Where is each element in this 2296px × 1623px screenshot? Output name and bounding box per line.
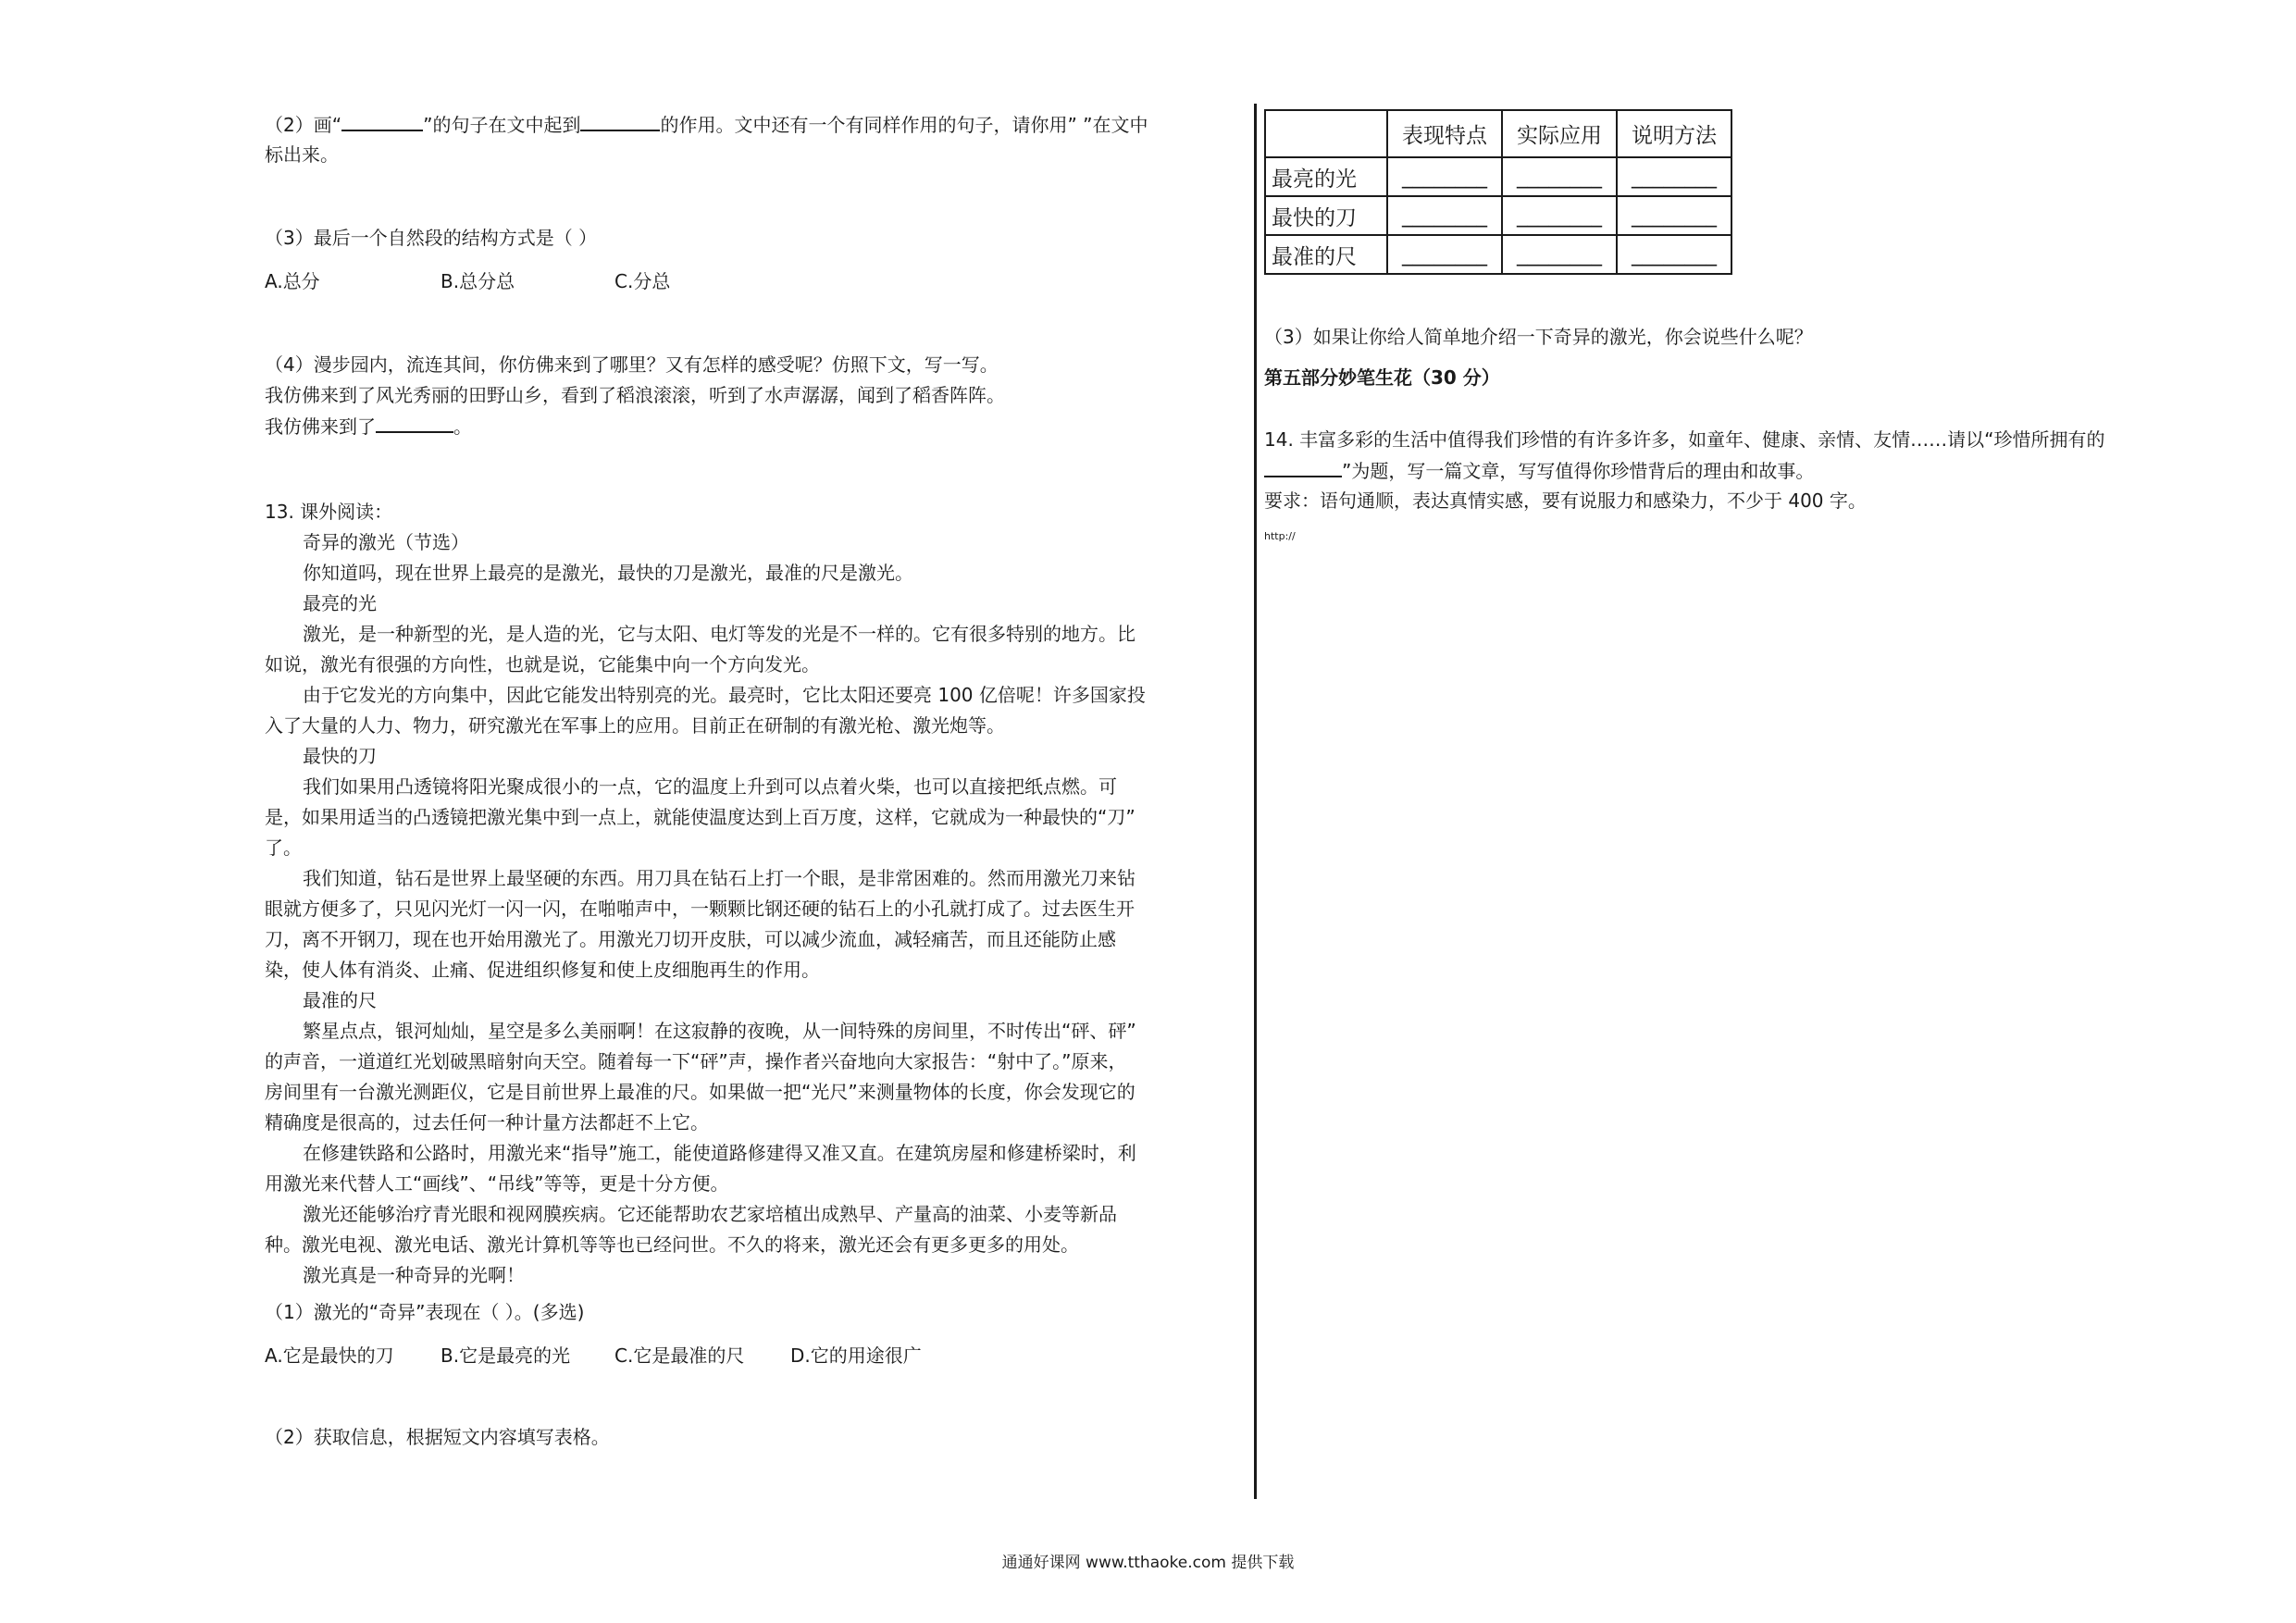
q3-option-c[interactable]: C.分总 bbox=[614, 270, 671, 292]
table-cell-input[interactable]: ________ bbox=[1617, 157, 1731, 196]
table-cell-input[interactable]: ________ bbox=[1387, 235, 1502, 274]
q2-text-b: ”的句子在文中起到 bbox=[423, 114, 581, 136]
q4-answer-blank[interactable] bbox=[376, 411, 453, 433]
table-header-application: 实际应用 bbox=[1502, 110, 1617, 157]
table-cell-input[interactable]: ________ bbox=[1617, 196, 1731, 235]
q4-line1: （4）漫步园内，流连其间，你仿佛来到了哪里？又有怎样的感受呢？仿照下文，写一写。 bbox=[265, 353, 999, 376]
q14-line1: 14. 丰富多彩的生活中值得我们珍惜的有许多许多，如童年、健康、亲情、友情……请以“珍惜所拥有的 bbox=[1264, 428, 2105, 451]
q13-title: 13. 课外阅读： bbox=[265, 501, 393, 523]
http-note: http:// bbox=[1264, 530, 1296, 542]
q2-line1 bbox=[265, 109, 1148, 140]
q13-1-option-c[interactable]: C.它是最准的尺 bbox=[614, 1344, 745, 1367]
q3-options bbox=[265, 266, 670, 296]
table-row-label: 最准的尺 bbox=[1265, 235, 1387, 274]
q14-line2 bbox=[1264, 455, 1814, 486]
q2-text-a: （2）画“ bbox=[265, 114, 342, 136]
table-row bbox=[1265, 235, 1731, 274]
column-divider bbox=[1254, 104, 1257, 1499]
passage-line: 种。激光电视、激光电话、激光计算机等等也已经问世。不久的将来，激光还会有更多更多的用处。 bbox=[265, 1233, 1079, 1256]
section5-heading: 第五部分妙笔生花（30 分） bbox=[1264, 366, 1500, 389]
table-cell-input[interactable]: ________ bbox=[1502, 235, 1617, 274]
passage-line: 房间里有一台激光测距仪，它是目前世界上最准的尺。如果做一把“光尺”来测量物体的长度，你会发现它的 bbox=[265, 1081, 1136, 1103]
table-header-feature: 表现特点 bbox=[1387, 110, 1502, 157]
table-row-label: 最快的刀 bbox=[1265, 196, 1387, 235]
info-table bbox=[1264, 109, 1732, 275]
passage-line: 了。 bbox=[265, 836, 302, 859]
table-cell-input[interactable]: ________ bbox=[1617, 235, 1731, 274]
passage-body bbox=[265, 558, 1227, 1291]
passage-title: 奇异的激光（节选） bbox=[303, 531, 469, 553]
q13-3-question: （3）如果让你给人简单地介绍一下奇异的激光，你会说些什么呢？ bbox=[1264, 326, 1813, 348]
passage-line: 我们知道，钻石是世界上最坚硬的东西。用刀具在钻石上打一个眼，是非常困难的。然而用激光刀来钻 bbox=[303, 867, 1136, 889]
q13-1-option-d[interactable]: D.它的用途很广 bbox=[790, 1344, 922, 1367]
q4-suffix: 。 bbox=[453, 415, 472, 438]
table-cell-input[interactable]: ________ bbox=[1387, 157, 1502, 196]
passage-line: 的声音，一道道红光划破黑暗射向天空。随着每一下“砰”声，操作者兴奋地向大家报告：“射中了。”原来， bbox=[265, 1050, 1127, 1072]
table-header-blank bbox=[1265, 110, 1387, 157]
q14-title-blank[interactable] bbox=[1264, 455, 1342, 477]
passage-line: 最准的尺 bbox=[303, 989, 377, 1011]
table-row bbox=[1265, 157, 1731, 196]
q13-2-question: （2）获取信息，根据短文内容填写表格。 bbox=[265, 1426, 610, 1448]
table-row-label: 最亮的光 bbox=[1265, 157, 1387, 196]
passage-line: 我们如果用凸透镜将阳光聚成很小的一点，它的温度上升到可以点着火柴，也可以直接把纸点燃。可 bbox=[303, 775, 1117, 798]
q3-question: （3）最后一个自然段的结构方式是（ ） bbox=[265, 227, 598, 249]
q2-blank-2[interactable] bbox=[580, 109, 660, 131]
passage-line: 染，使人体有消炎、止痛、促进组织修复和使上皮细胞再生的作用。 bbox=[265, 959, 820, 981]
q4-line2: 我仿佛来到了风光秀丽的田野山乡，看到了稻浪滚滚，听到了水声潺潺，闻到了稻香阵阵。 bbox=[265, 384, 1005, 406]
q13-1-option-a[interactable]: A.它是最快的刀 bbox=[265, 1344, 394, 1367]
q14-line2-text: ”为题，写一篇文章，写写值得你珍惜背后的理由和故事。 bbox=[1342, 460, 1815, 482]
q14-requirements: 要求：语句通顺，表达真情实感，要有说服力和感染力，不少于 400 字。 bbox=[1264, 489, 1867, 512]
q3-option-a[interactable]: A.总分 bbox=[265, 270, 320, 292]
q13-1-option-b[interactable]: B.它是最亮的光 bbox=[441, 1344, 571, 1367]
passage-line: 由于它发光的方向集中，因此它能发出特别亮的光。最亮时，它比太阳还要亮 100 亿倍呢！许多国家投 bbox=[303, 684, 1146, 706]
passage-line: 在修建铁路和公路时，用激光来“指导”施工，能使道路修建得又准又直。在建筑房屋和修建桥梁时，利 bbox=[303, 1142, 1136, 1164]
passage-line: 如说，激光有很强的方向性，也就是说，它能集中向一个方向发光。 bbox=[265, 653, 820, 675]
table-cell-input[interactable]: ________ bbox=[1502, 196, 1617, 235]
passage-line: 入了大量的人力、物力，研究激光在军事上的应用。目前正在研制的有激光枪、激光炮等。 bbox=[265, 714, 1005, 737]
passage-line: 激光，是一种新型的光，是人造的光，它与太阳、电灯等发的光是不一样的。它有很多特别的地方。比 bbox=[303, 623, 1136, 645]
passage-line: 是，如果用适当的凸透镜把激光集中到一点上，就能使温度达到上百万度，这样，它就成为一种最快的“刀” bbox=[265, 806, 1136, 828]
passage-line: 最快的刀 bbox=[303, 745, 377, 767]
q2-text-c: 的作用。文中还有一个有同样作用的句子，请你用” ”在文中 bbox=[660, 114, 1148, 136]
table-header-row bbox=[1265, 110, 1731, 157]
passage-line: 最亮的光 bbox=[303, 592, 377, 614]
passage-line: 繁星点点，银河灿灿，星空是多么美丽啊！在这寂静的夜晚，从一间特殊的房间里，不时传出“砰、砰” bbox=[303, 1020, 1136, 1042]
passage-line: 激光还能够治疗青光眼和视网膜疾病。它还能帮助农艺家培植出成熟早、产量高的油菜、小麦等新品 bbox=[303, 1203, 1117, 1225]
page-footer: 通通好课网 www.tthaoke.com 提供下载 bbox=[1001, 1554, 1295, 1572]
q13-1-options bbox=[265, 1341, 922, 1370]
q4-prefix: 我仿佛来到了 bbox=[265, 415, 376, 438]
passage-line: 激光真是一种奇异的光啊！ bbox=[303, 1264, 525, 1286]
passage-line: 你知道吗，现在世界上最亮的是激光，最快的刀是激光，最准的尺是激光。 bbox=[303, 562, 913, 584]
q2-line2: 标出来。 bbox=[265, 143, 339, 166]
table-row bbox=[1265, 196, 1731, 235]
table-cell-input[interactable]: ________ bbox=[1387, 196, 1502, 235]
passage-line: 精确度是很高的，过去任何一种计量方法都赶不上它。 bbox=[265, 1111, 709, 1134]
passage-line: 用激光来代替人工“画线”、“吊线”等等，更是十分方便。 bbox=[265, 1172, 729, 1195]
q2-blank-1[interactable] bbox=[341, 109, 423, 131]
q3-option-b[interactable]: B.总分总 bbox=[441, 270, 515, 292]
q13-1-question: （1）激光的“奇异”表现在（ ）。(多选) bbox=[265, 1301, 585, 1323]
passage-line: 眼就方便多了，只见闪光灯一闪一闪，在啪啪声中，一颗颗比钢还硬的钻石上的小孔就打成了。过去医生开 bbox=[265, 898, 1135, 920]
passage-line: 刀，离不开钢刀，现在也开始用激光了。用激光刀切开皮肤，可以减少流血，减轻痛苦，而且还能防止感 bbox=[265, 928, 1116, 950]
q4-line3 bbox=[265, 411, 472, 441]
table-header-method: 说明方法 bbox=[1617, 110, 1731, 157]
table-cell-input[interactable]: ________ bbox=[1502, 157, 1617, 196]
